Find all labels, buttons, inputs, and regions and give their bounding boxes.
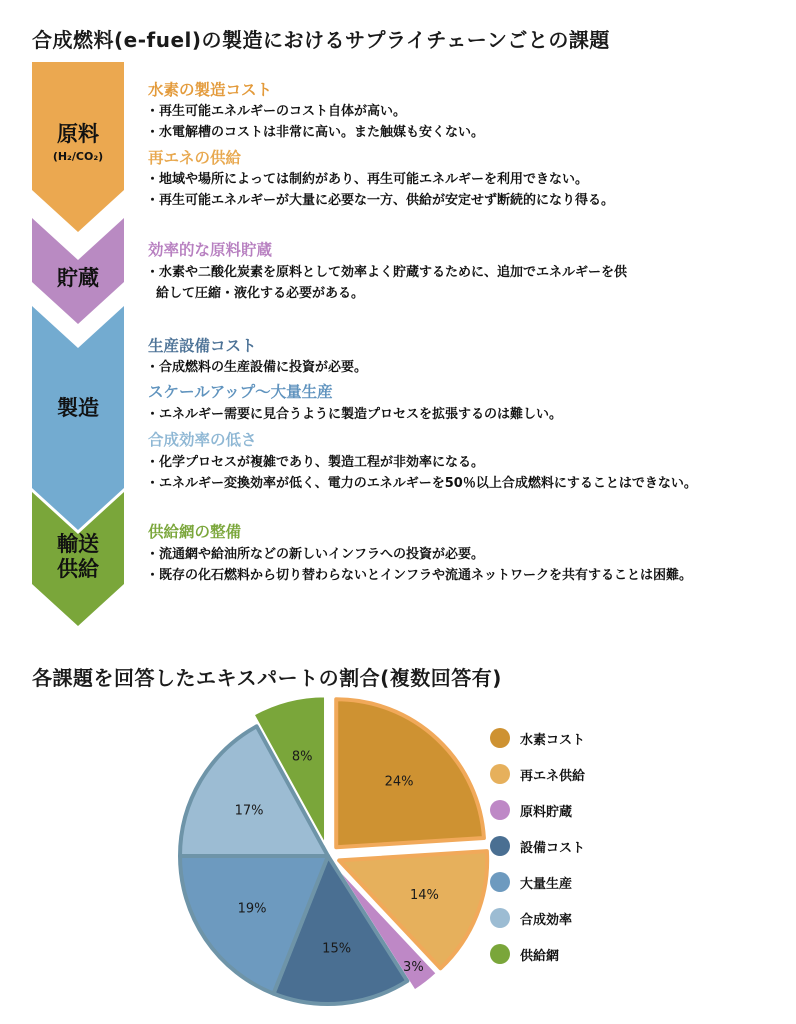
issue-supply-network-bullet: ・流通網や給油所などの新しいインフラへの投資が必要。 [146,547,485,562]
page-title: 合成燃料(e-fuel)の製造におけるサプライチェーンごとの課題 [32,28,610,52]
issue-renewable-supply-bullet: ・地域や場所によっては制約があり、再生可能エネルギーを利用できない。 [146,172,589,187]
legend-swatch [490,908,510,928]
pie-data-label: 19% [237,901,267,917]
issue-hydrogen-cost-heading: 水素の製造コスト [148,81,273,99]
legend-swatch [490,836,510,856]
legend-item [490,943,559,965]
issue-renewable-supply-bullet: ・再生可能エネルギーが大量に必要な一方、供給が安定せず断続的になり得る。 [146,193,615,208]
pie-slice-0 [336,699,484,847]
legend-swatch [490,764,510,784]
issue-renewable-supply-heading: 再エネの供給 [148,149,242,167]
legend-swatch [490,728,510,748]
issue-hydrogen-cost-bullet: ・水電解槽のコストは非常に高い。また触媒も安くない。 [146,125,485,140]
legend-item [490,907,572,929]
legend-swatch [490,872,510,892]
issue-facility-cost-bullet: ・合成燃料の生産設備に投資が必要。 [146,360,368,375]
issue-efficiency-bullet: ・化学プロセスが複雑であり、製造工程が非効率になる。 [146,455,485,470]
issue-supply-network-bullet: ・既存の化石燃料から切り替わらないとインフラや流通ネットワークを共有することは困難。 [146,568,693,583]
stage-manufacture: 製造 [57,396,99,420]
pie-data-label: 15% [322,941,352,957]
legend-label: 合成効率 [520,912,573,928]
legend-item [490,835,585,857]
stage-storage: 貯蔵 [57,266,99,290]
issue-scale-up-heading: スケールアップ～大量生産 [148,383,333,401]
legend-item [490,871,572,893]
issue-storage-bullet: ・水素や二酸化炭素を原料として効率よく貯蔵するために、追加でエネルギーを供 [146,265,628,280]
legend-label: 原料貯蔵 [520,804,573,820]
legend-label: 再エネ供給 [520,768,586,784]
chart-title: 各課題を回答したエキスパートの割合(複数回答有) [32,666,502,690]
issue-hydrogen-cost-bullet: ・再生可能エネルギーのコスト自体が高い。 [146,104,407,119]
stage-raw-sub: (H₂/CO₂) [52,150,104,164]
legend-swatch [490,800,510,820]
legend-label: 水素コスト [520,732,586,748]
legend-item [490,763,585,785]
issue-facility-cost-heading: 生産設備コスト [148,337,257,355]
legend-label: 大量生産 [520,876,573,892]
pie-data-label: 24% [384,774,414,790]
issue-supply-network-heading: 供給網の整備 [148,523,242,541]
issue-efficiency-bullet: ・エネルギー変換効率が低く、電力のエネルギーを50％以上合成燃料にすることはできない。 [146,476,697,491]
legend-label: 供給網 [520,948,560,964]
legend-swatch [490,944,510,964]
stage-raw-label: 原料 [57,122,99,146]
pie-data-label: 17% [234,803,264,819]
legend-label: 設備コスト [520,840,586,856]
stage-transport-line2: 供給 [57,557,99,582]
stage-transport-line1: 輸送 [57,532,99,556]
issue-storage-heading: 効率的な原料貯蔵 [148,241,273,259]
pie-data-label: 3% [403,960,424,976]
issue-efficiency-heading: 合成効率の低さ [148,431,257,449]
issue-storage-bullet: 給して圧縮・液化する必要がある。 [156,286,365,301]
issue-scale-up-bullet: ・エネルギー需要に見合うように製造プロセスを拡張するのは難しい。 [146,407,563,422]
legend-item [490,727,585,749]
pie-data-label: 8% [291,749,313,765]
legend-item [490,799,572,821]
pie-data-label: 14% [410,888,439,904]
